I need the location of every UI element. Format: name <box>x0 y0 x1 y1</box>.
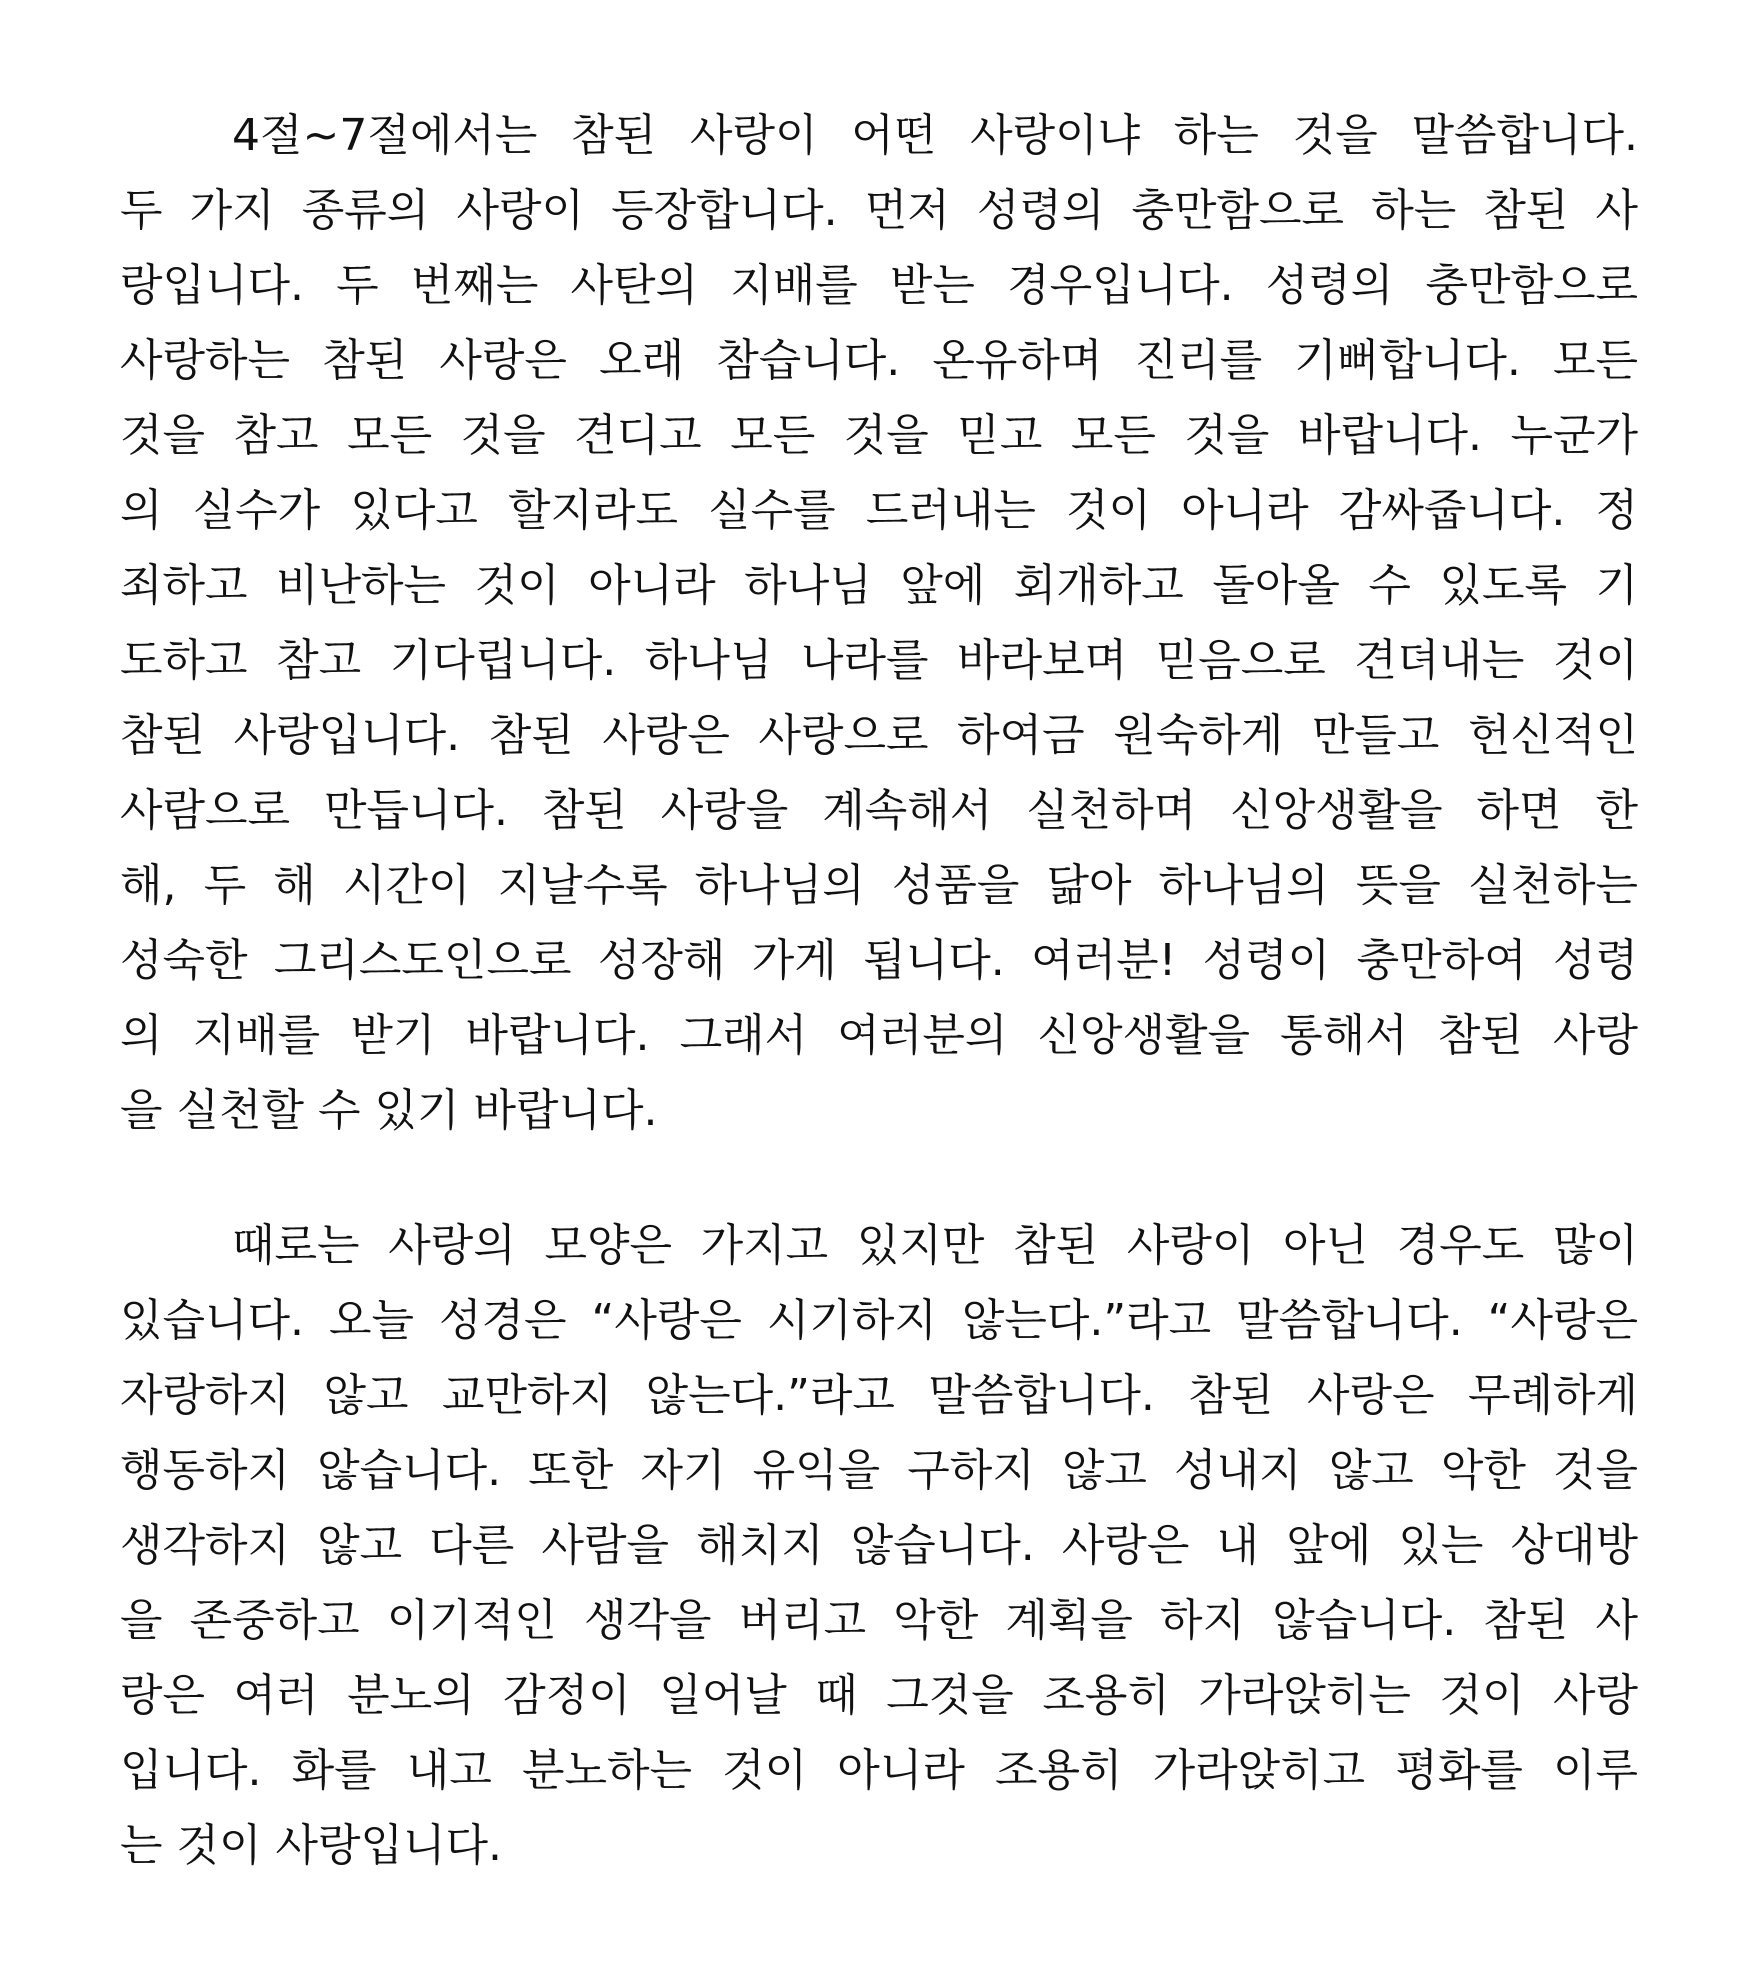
paragraph-line: 는 것이 사랑입니다. <box>120 1820 502 1871</box>
paragraph-line: 의 실수가 있다고 할지라도 실수를 드러내는 것이 아니라 감싸줍니다. 정 <box>120 485 1638 536</box>
paragraph-line: 4절~7절에서는 참된 사랑이 어떤 사랑이냐 하는 것을 말씀합니다. <box>232 110 1639 161</box>
paragraph-line: 자랑하지 않고 교만하지 않는다.”라고 말씀합니다. 참된 사랑은 무례하게 <box>120 1370 1638 1421</box>
paragraph-line: 을 존중하고 이기적인 생각을 버리고 악한 계획을 하지 않습니다. 참된 사 <box>120 1595 1638 1646</box>
paragraph-line: 행동하지 않습니다. 또한 자기 유익을 구하지 않고 성내지 않고 악한 것을 <box>120 1445 1638 1496</box>
paragraph-line: 두 가지 종류의 사랑이 등장합니다. 먼저 성령의 충만함으로 하는 참된 사 <box>120 185 1638 236</box>
paragraph-line: 을 실천할 수 있기 바랍니다. <box>120 1085 658 1136</box>
paragraph-line: 사랑하는 참된 사랑은 오래 참습니다. 온유하며 진리를 기뻐합니다. 모든 <box>120 335 1638 386</box>
paragraph-line: 성숙한 그리스도인으로 성장해 가게 됩니다. 여러분! 성령이 충만하여 성령 <box>120 935 1638 986</box>
paragraph-line: 해, 두 해 시간이 지날수록 하나님의 성품을 닮아 하나님의 뜻을 실천하는 <box>120 860 1638 911</box>
paragraph-line: 사람으로 만듭니다. 참된 사랑을 계속해서 실천하며 신앙생활을 하면 한 <box>120 785 1638 836</box>
paragraph-line: 입니다. 화를 내고 분노하는 것이 아니라 조용히 가라앉히고 평화를 이루 <box>120 1745 1638 1796</box>
paragraph-line: 생각하지 않고 다른 사람을 해치지 않습니다. 사랑은 내 앞에 있는 상대방 <box>120 1520 1638 1571</box>
paragraph-line: 랑은 여러 분노의 감정이 일어날 때 그것을 조용히 가라앉히는 것이 사랑 <box>120 1670 1638 1721</box>
paragraph-line: 랑입니다. 두 번째는 사탄의 지배를 받는 경우입니다. 성령의 충만함으로 <box>120 260 1638 311</box>
paragraph-line: 죄하고 비난하는 것이 아니라 하나님 앞에 회개하고 돌아올 수 있도록 기 <box>120 560 1638 611</box>
paragraph-line: 때로는 사랑의 모양은 가지고 있지만 참된 사랑이 아닌 경우도 많이 <box>232 1220 1638 1271</box>
paragraph-line: 도하고 참고 기다립니다. 하나님 나라를 바라보며 믿음으로 견뎌내는 것이 <box>120 635 1638 686</box>
paragraph-line: 참된 사랑입니다. 참된 사랑은 사랑으로 하여금 원숙하게 만들고 헌신적인 <box>120 710 1638 761</box>
paragraph-line: 것을 참고 모든 것을 견디고 모든 것을 믿고 모든 것을 바랍니다. 누군가 <box>120 410 1638 461</box>
paragraph-line: 의 지배를 받기 바랍니다. 그래서 여러분의 신앙생활을 통해서 참된 사랑 <box>120 1010 1638 1061</box>
paragraph-line: 있습니다. 오늘 성경은 “사랑은 시기하지 않는다.”라고 말씀합니다. “사랑은 <box>120 1295 1638 1346</box>
